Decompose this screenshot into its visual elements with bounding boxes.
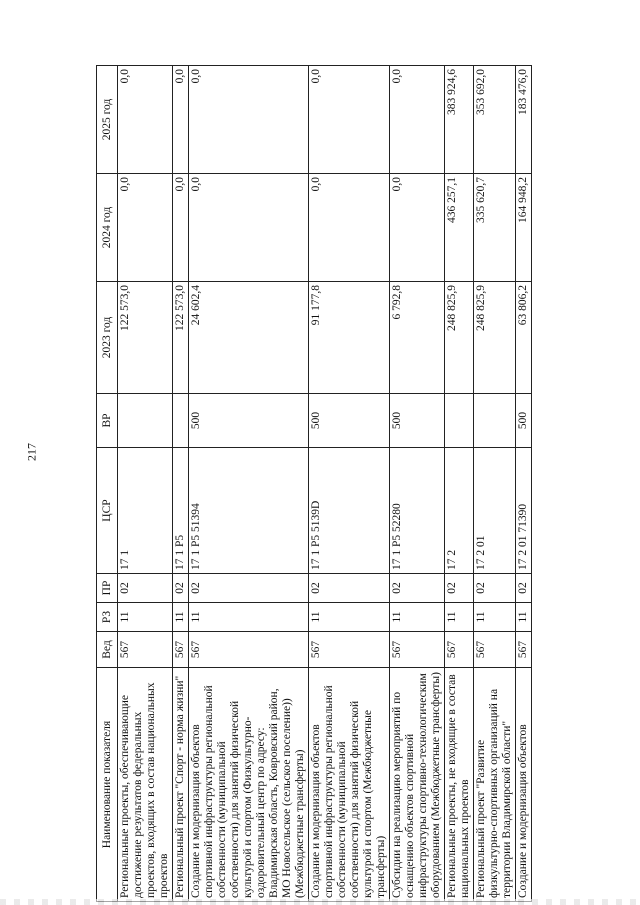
cell-2024: 335 620,7 [474,174,516,282]
cell-2023: 248 825,9 [445,282,474,394]
cell-vr [474,394,516,448]
col-header-pr: ПР [97,574,118,603]
table-row [173,66,189,902]
cell-csr: 17 1 P5 51394 [189,448,309,574]
cell-rz: 11 [474,603,516,632]
header-row [97,66,118,902]
cell-ved: 567 [173,632,189,668]
budget-table-rotated [96,66,612,902]
cell-pr: 02 [516,574,532,603]
cell-2023: 63 806,2 [516,282,532,394]
cell-ved: 567 [189,632,309,668]
cell-csr: 17 1 [118,448,173,574]
cell-2024: 0,0 [173,174,189,282]
cell-pr: 02 [445,574,474,603]
cell-2024: 164 948,2 [516,174,532,282]
table-row [390,66,445,902]
cell-2025: 0,0 [189,66,309,174]
cell-pr: 02 [118,574,173,603]
cell-vr: 500 [390,394,445,448]
cell-rz: 11 [390,603,445,632]
scan-edge-artifact [0,899,640,905]
cell-pr: 02 [189,574,309,603]
cell-csr: 17 2 [445,448,474,574]
cell-name: Субсидии на реализацию мероприятий по оснащению объектов спортивной инфраструктуры спортивно-технологическим оборудованием (Межбюджетные трансферты) [390,668,445,902]
col-header-csr: ЦСР [97,448,118,574]
cell-rz: 11 [516,603,532,632]
cell-csr: 17 2 01 [474,448,516,574]
cell-2023: 248 825,9 [474,282,516,394]
col-header-vr: ВР [97,394,118,448]
cell-csr: 17 1 P5 52280 [390,448,445,574]
cell-2025: 0,0 [118,66,173,174]
cell-name: Создание и модернизация объектов спортивной инфраструктуры региональной собственности (муниципальной собственности) для занятий физической культурой и спортом (Физкультурно-оздоровительный центр по адресу: Владимирская область, Ковровский район, МО Новосельское (сельское поселение)) (Межбюджетные трансферты) [189,668,309,902]
cell-ved: 567 [309,632,390,668]
cell-csr: 17 1 P5 [173,448,189,574]
cell-2023: 122 573,0 [118,282,173,394]
cell-ved: 567 [516,632,532,668]
cell-name: Региональные проекты, обеспечивающие достижение результатов федеральных проектов, входящих в состав национальных проектов [118,668,173,902]
cell-2024: 436 257,1 [445,174,474,282]
col-header-name: Наименование показателя [97,668,118,902]
col-header-2024: 2024 год [97,174,118,282]
col-header-2023: 2023 год [97,282,118,394]
col-header-rz: РЗ [97,603,118,632]
table-row [118,66,173,902]
cell-csr: 17 1 P5 5139D [309,448,390,574]
table-row [309,66,390,902]
cell-pr: 02 [173,574,189,603]
cell-2025: 0,0 [173,66,189,174]
cell-name: Создание и модернизация объектов спортивной инфраструктуры региональной собственности (муниципальной собственности) для занятий физической культурой и спортом (Межбюджетные трансферты) [309,668,390,902]
cell-rz: 11 [173,603,189,632]
cell-vr [445,394,474,448]
cell-2023: 122 573,0 [173,282,189,394]
cell-2024: 0,0 [118,174,173,282]
cell-name: Региональные проекты, не входящие в состав национальных проектов [445,668,474,902]
table-row [474,66,516,902]
cell-rz: 11 [445,603,474,632]
cell-csr: 17 2 01 71390 [516,448,532,574]
cell-rz: 11 [189,603,309,632]
cell-2025: 383 924,6 [445,66,474,174]
cell-name: Региональный проект "Спорт - норма жизни" [173,668,189,902]
cell-ved: 567 [474,632,516,668]
table-row [189,66,309,902]
cell-ved: 567 [118,632,173,668]
cell-name: Создание и модернизация объектов [516,668,532,902]
col-header-2025: 2025 год [97,66,118,174]
cell-vr [173,394,189,448]
cell-name: Региональный проект "Развитие физкультурно-спортивных организаций на территории Владимирской области" [474,668,516,902]
cell-2024: 0,0 [309,174,390,282]
cell-pr: 02 [309,574,390,603]
cell-2023: 91 177,8 [309,282,390,394]
cell-rz: 11 [309,603,390,632]
col-header-ved: Вед [97,632,118,668]
cell-ved: 567 [445,632,474,668]
cell-2025: 353 692,0 [474,66,516,174]
cell-2024: 0,0 [189,174,309,282]
cell-2025: 0,0 [309,66,390,174]
budget-table [96,65,532,902]
cell-2025: 0,0 [390,66,445,174]
cell-vr: 500 [189,394,309,448]
cell-vr: 500 [516,394,532,448]
cell-pr: 02 [390,574,445,603]
cell-2025: 183 476,0 [516,66,532,174]
table-row [516,66,532,902]
cell-rz: 11 [118,603,173,632]
cell-vr: 500 [309,394,390,448]
cell-pr: 02 [474,574,516,603]
cell-2023: 6 792,8 [390,282,445,394]
table-row [445,66,474,902]
cell-2023: 24 602,4 [189,282,309,394]
cell-ved: 567 [390,632,445,668]
cell-vr [118,394,173,448]
page-number: 217 [24,443,39,461]
cell-2024: 0,0 [390,174,445,282]
